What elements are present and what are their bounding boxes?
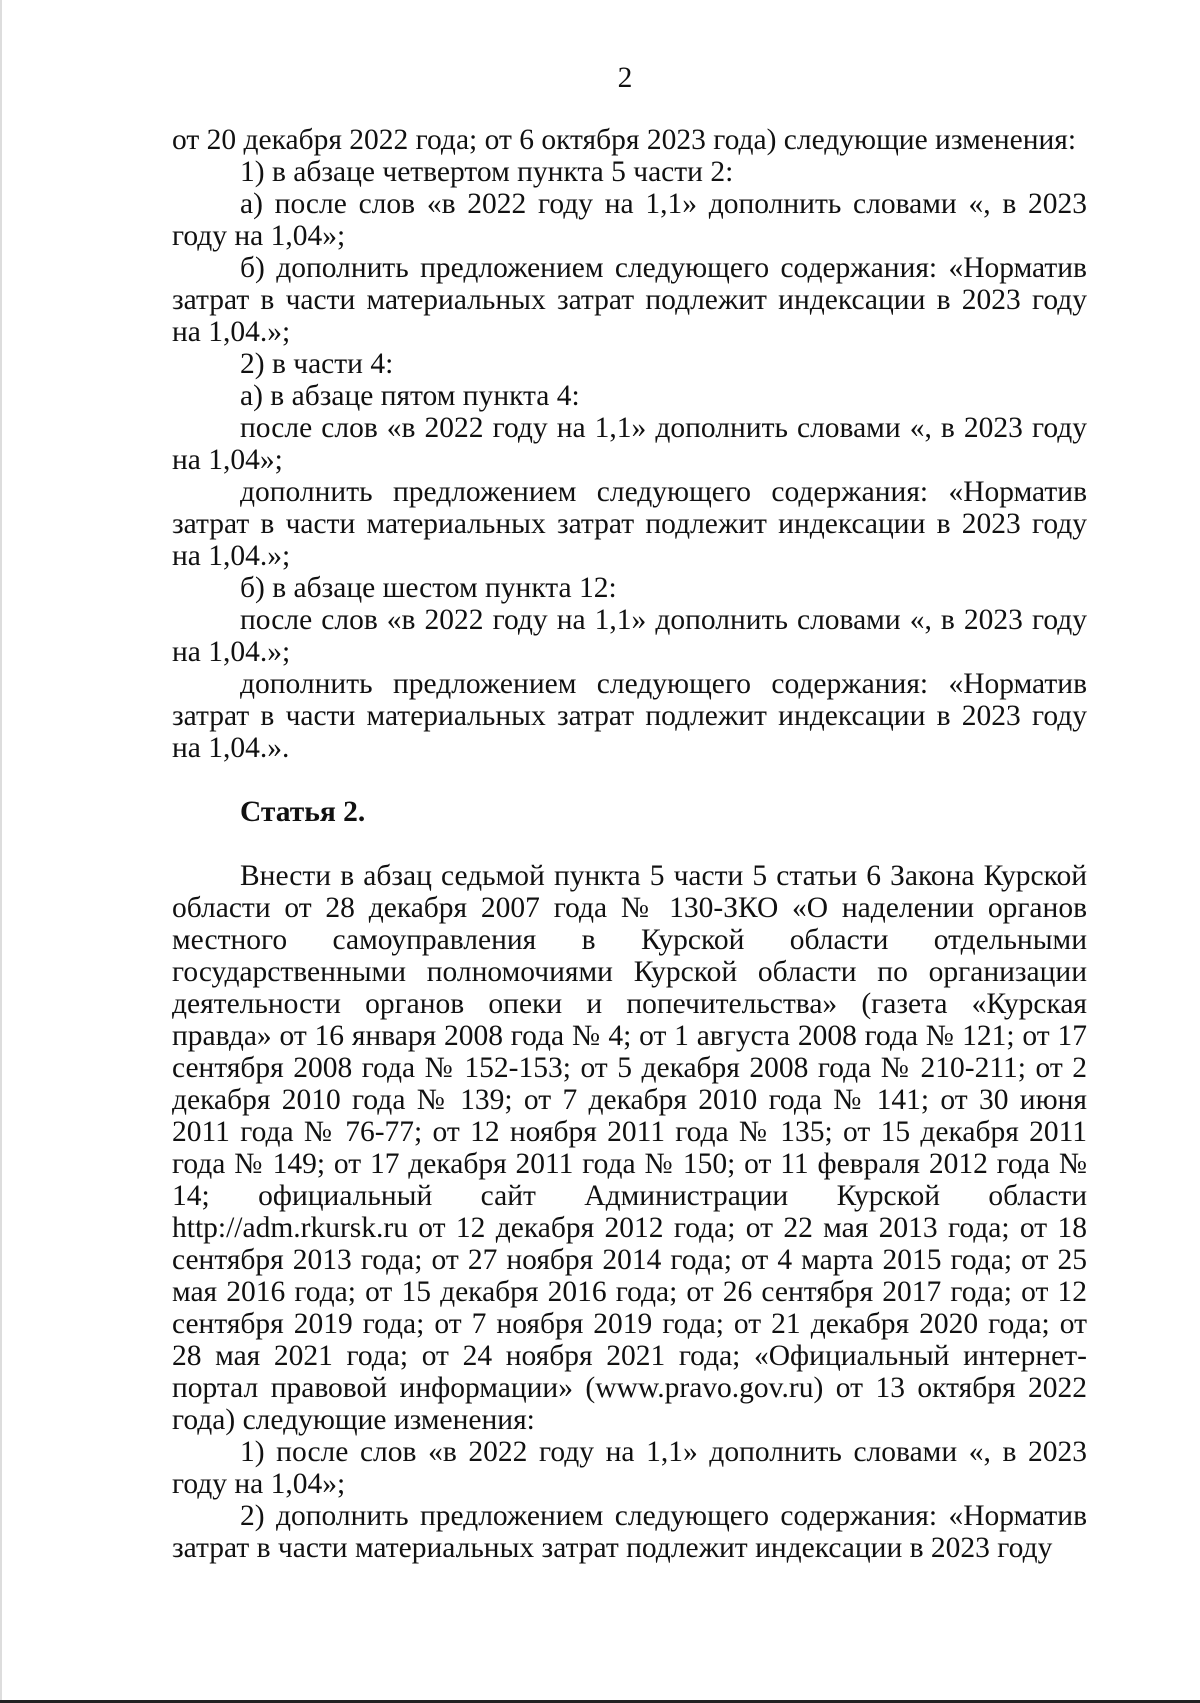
paragraph-article2-item-2: 2) дополнить предложением следующего содержания: «Норматив затрат в части материальных затрат подлежит индексации в 2023 году [172,1500,1087,1564]
paragraph-item-2a-1: после слов «в 2022 году на 1,1» дополнить словами «, в 2023 году на 1,04»; [172,412,1087,476]
article-heading: Статья 2. [240,796,366,828]
page-number: 2 [617,62,633,94]
paragraph-continuation: от 20 декабря 2022 года; от 6 октября 2023 года) следующие изменения: [172,124,1077,156]
scan-edge-left [0,0,2,1703]
paragraph-item-1b: б) дополнить предложением следующего содержания: «Норматив затрат в части материальных затрат подлежит индексации в 2023 году на 1,04.»; [172,252,1087,348]
paragraph-item-2b: б) в абзаце шестом пункта 12: [240,572,617,604]
paragraph-article2-item-1: 1) после слов «в 2022 году на 1,1» дополнить словами «, в 2023 году на 1,04»; [172,1436,1087,1500]
document-body [172,124,1087,1564]
paragraph-item-2a: а) в абзаце пятом пункта 4: [240,380,580,412]
paragraph-item-2a-2: дополнить предложением следующего содержания: «Норматив затрат в части материальных затрат подлежит индексации в 2023 году на 1,04.»; [172,476,1087,572]
paragraph-item-2b-1: после слов «в 2022 году на 1,1» дополнить словами «, в 2023 году на 1,04.»; [172,604,1087,668]
paragraph-item-1a: а) после слов «в 2022 году на 1,1» дополнить словами «, в 2023 году на 1,04»; [172,188,1087,252]
paragraph-item-1: 1) в абзаце четвертом пункта 5 части 2: [240,156,734,188]
paragraph-item-2b-2: дополнить предложением следующего содержания: «Норматив затрат в части материальных затрат подлежит индексации в 2023 году на 1,04.». [172,668,1087,764]
paragraph-item-2: 2) в части 4: [240,348,394,380]
paragraph-article2-main: Внести в абзац седьмой пункта 5 части 5 статьи 6 Закона Курской области от 28 декабря 2007 года № 130-ЗКО «О наделении органов местного самоуправления в Курской области отдельными государственными полномочиями Курской области по организации деятельности органов опеки и попечительства» (газета «Курская правда» от 16 января 2008 года № 4; от 1 августа 2008 года № 121; от 17 сентября 2008 года № 152-153; от 5 декабря 2008 года № 210-211; от 2 декабря 2010 года № 139; от 7 декабря 2010 года № 141; от 30 июня 2011 года № 76-77; от 12 ноября 2011 года № 135; от 15 декабря 2011 года № 149; от 17 декабря 2011 года № 150; от 11 февраля 2012 года № 14; официальный сайт Администрации Курской области http://adm.rkursk.ru от 12 декабря 2012 года; от 22 мая 2013 года; от 18 сентября 2013 года; от 27 ноября 2014 года; от 4 марта 2015 года; от 25 мая 2016 года; от 15 декабря 2016 года; от 26 сентября 2017 года; от 12 сентября 2019 года; от 7 ноября 2019 года; от 21 декабря 2020 года; от 28 мая 2021 года; от 24 ноября 2021 года; «Официальный интернет-портал правовой информации» (www.pravo.gov.ru) от 13 октября 2022 года) следующие изменения: [172,860,1087,1436]
